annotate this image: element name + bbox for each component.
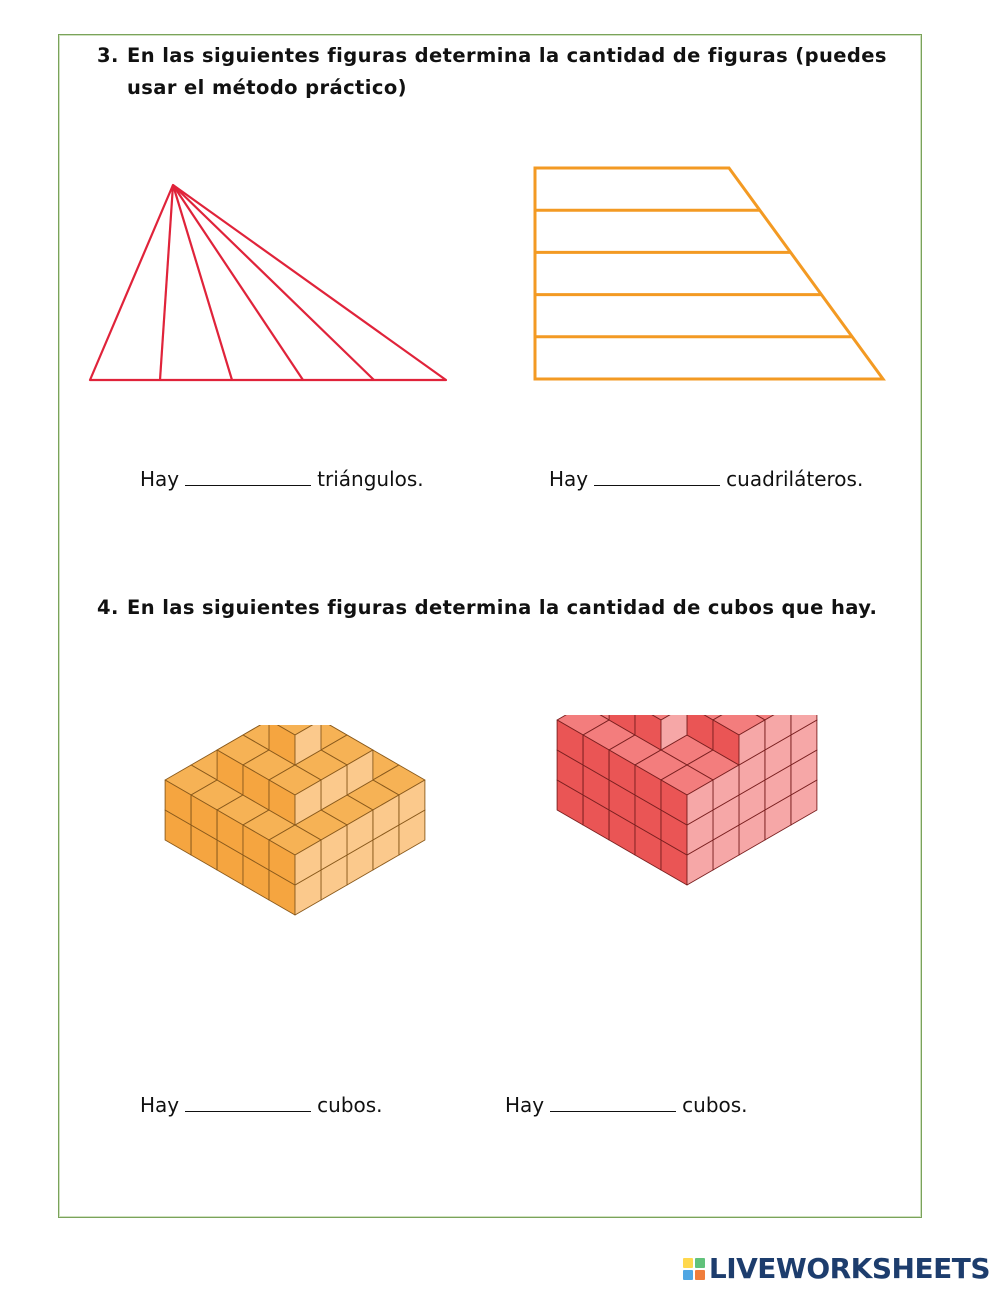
answer-blank-cubes-orange[interactable] bbox=[185, 1093, 311, 1112]
trapezoid-outline bbox=[535, 168, 883, 379]
answer-triangles bbox=[140, 467, 424, 491]
answer-suffix: cubos. bbox=[682, 1093, 748, 1117]
red-cube-stack-figure bbox=[515, 715, 865, 1055]
fan-line bbox=[160, 185, 173, 380]
question-4 bbox=[97, 592, 897, 626]
question-text-line1: En las siguientes figuras determina la cantidad de cubos que hay. bbox=[127, 596, 878, 619]
question-number: 4. bbox=[97, 596, 119, 619]
question-number: 3. bbox=[97, 44, 119, 67]
triangle-outline bbox=[90, 185, 446, 380]
liveworksheets-logo bbox=[683, 1252, 990, 1285]
answer-suffix: cuadriláteros. bbox=[726, 467, 864, 491]
answer-quadrilaterals bbox=[549, 467, 863, 491]
fan-triangle-figure bbox=[80, 175, 460, 390]
answer-prefix: Hay bbox=[140, 1093, 180, 1117]
answer-suffix: triángulos. bbox=[317, 467, 424, 491]
logo-mark-icon bbox=[683, 1258, 705, 1280]
question-text-line2: usar el método práctico) bbox=[127, 76, 407, 99]
orange-cube-stack-figure bbox=[130, 725, 470, 1055]
answer-cubes-orange bbox=[140, 1093, 383, 1117]
answer-prefix: Hay bbox=[549, 467, 589, 491]
answer-prefix: Hay bbox=[505, 1093, 545, 1117]
answer-prefix: Hay bbox=[140, 467, 180, 491]
question-text-line1: En las siguientes figuras determina la cantidad de figuras (puedes bbox=[127, 44, 887, 67]
answer-blank-quadrilaterals[interactable] bbox=[594, 467, 720, 486]
answer-suffix: cubos. bbox=[317, 1093, 383, 1117]
striped-trapezoid-figure bbox=[525, 160, 895, 390]
answer-blank-cubes-red[interactable] bbox=[550, 1093, 676, 1112]
logo-text: LIVEWORKSHEETS bbox=[708, 1252, 990, 1285]
answer-blank-triangles[interactable] bbox=[185, 467, 311, 486]
fan-line bbox=[173, 185, 303, 380]
answer-cubes-red bbox=[505, 1093, 748, 1117]
question-3 bbox=[97, 40, 897, 110]
